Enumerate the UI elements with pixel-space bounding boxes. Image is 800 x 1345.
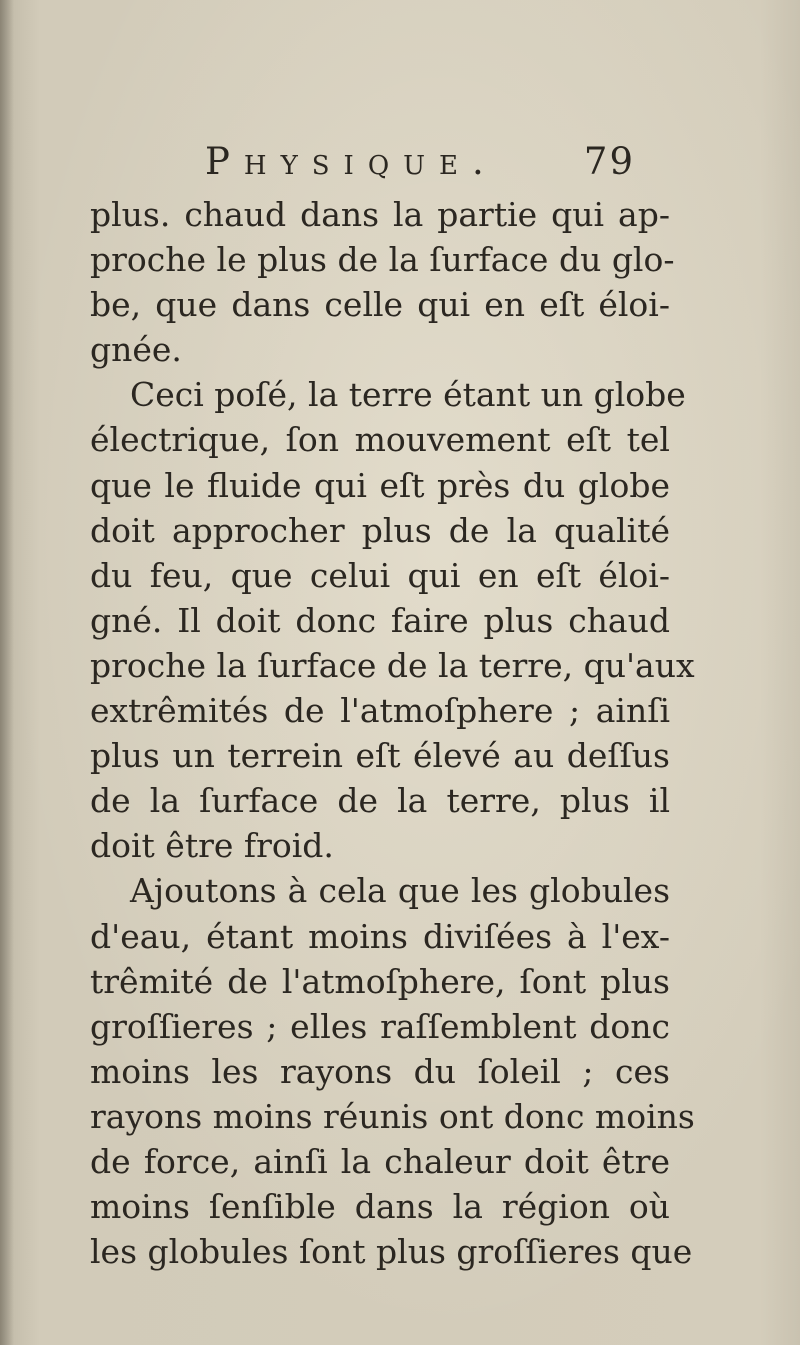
text-line: doit approcher plus de la qualité <box>90 510 670 550</box>
text-line: Ajoutons à cela que les globules <box>130 871 670 911</box>
body-text <box>90 192 695 1274</box>
text-line: doit être froid. <box>90 826 334 866</box>
running-title: Physique. <box>205 140 498 183</box>
text-line: trêmité de l'atmoſphere, ſont plus <box>90 961 670 1001</box>
text-line: proche le plus de la ſurface du glo- <box>90 240 675 280</box>
text-line: gné. Il doit donc faire plus chaud <box>90 600 670 640</box>
text-line: que le fluide qui eſt près du globe <box>90 465 670 505</box>
running-head <box>205 140 635 196</box>
text-line: rayons moins réunis ont donc moins <box>90 1096 695 1136</box>
text-line: groſſieres ; elles raſſemblent donc <box>90 1006 670 1046</box>
text-line: Ceci poſé, la terre étant un globe <box>130 375 686 415</box>
text-line: d'eau, étant moins diviſées à l'ex- <box>90 916 670 956</box>
text-line: les globules ſont plus groſſieres que <box>90 1232 693 1272</box>
text-line: de force, ainſi la chaleur doit être <box>90 1141 670 1181</box>
text-line: proche la ſurface de la terre, qu'aux <box>90 645 695 685</box>
page-number: 79 <box>583 140 635 183</box>
text-line: électrique, ſon mouvement eſt tel <box>90 420 670 460</box>
text-line: be, que dans celle qui en eſt éloi- <box>90 285 670 325</box>
text-line: de la ſurface de la terre, plus il <box>90 781 670 821</box>
text-line: moins les rayons du ſoleil ; ces <box>90 1051 670 1091</box>
text-line: plus. chaud dans la partie qui ap- <box>90 195 670 234</box>
text-line: du feu, que celui qui en eſt éloi- <box>90 555 670 595</box>
text-line: extrêmités de l'atmoſphere ; ainſi <box>90 691 670 731</box>
spine-shadow <box>0 0 14 1345</box>
text-line: gnée. <box>90 330 182 370</box>
text-line: plus un terrein eſt élevé au deſſus <box>90 736 670 776</box>
text-line: moins ſenſible dans la région où <box>90 1187 670 1227</box>
